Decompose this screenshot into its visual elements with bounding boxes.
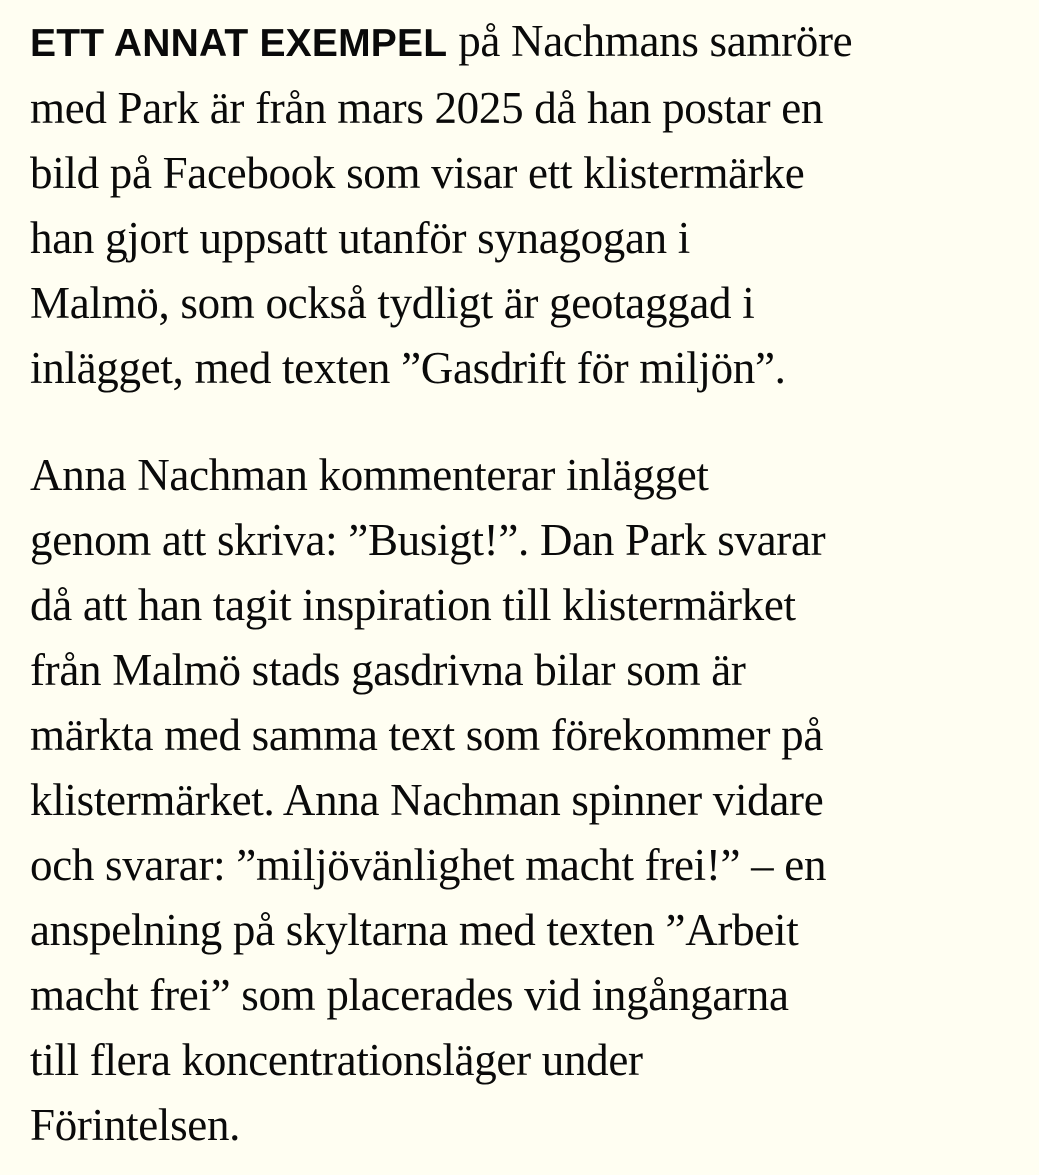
text-line-fragment: på Nachmans samröre [447, 16, 853, 66]
text-line: bild på Facebook som visar ett klistermärke [30, 148, 805, 198]
text-line: inlägget, med texten ”Gasdrift för miljön”. [30, 343, 786, 393]
text-line: och svarar: ”miljövänlighet macht frei!” – en [30, 840, 827, 890]
text-line: genom att skriva: ”Busigt!”. Dan Park svarar [30, 515, 826, 565]
text-line: till flera koncentrationsläger under [30, 1035, 643, 1085]
paragraph-lead-in: ETT ANNAT EXEMPEL [30, 22, 448, 65]
text-line: klistermärket. Anna Nachman spinner vidare [30, 775, 824, 825]
text-line [30, 9, 1017, 76]
paragraph [30, 9, 1017, 401]
text-line: märkta med samma text som förekommer på [30, 710, 824, 760]
text-line: macht frei” som placerades vid ingångarna [30, 970, 789, 1020]
text-line: han gjort uppsatt utanför synagogan i [30, 213, 691, 263]
text-line: från Malmö stads gasdrivna bilar som är [30, 645, 746, 695]
text-line: Anna Nachman kommenterar inlägget [30, 450, 709, 500]
text-line: med Park är från mars 2025 då han postar en [30, 83, 824, 133]
text-line: Förintelsen. [30, 1100, 241, 1150]
paragraph [30, 443, 1017, 1158]
text-line: Malmö, som också tydligt är geotaggad i [30, 278, 755, 328]
text-line: då att han tagit inspiration till klistermärket [30, 580, 796, 630]
text-line: anspelning på skyltarna med texten ”Arbeit [30, 905, 799, 955]
